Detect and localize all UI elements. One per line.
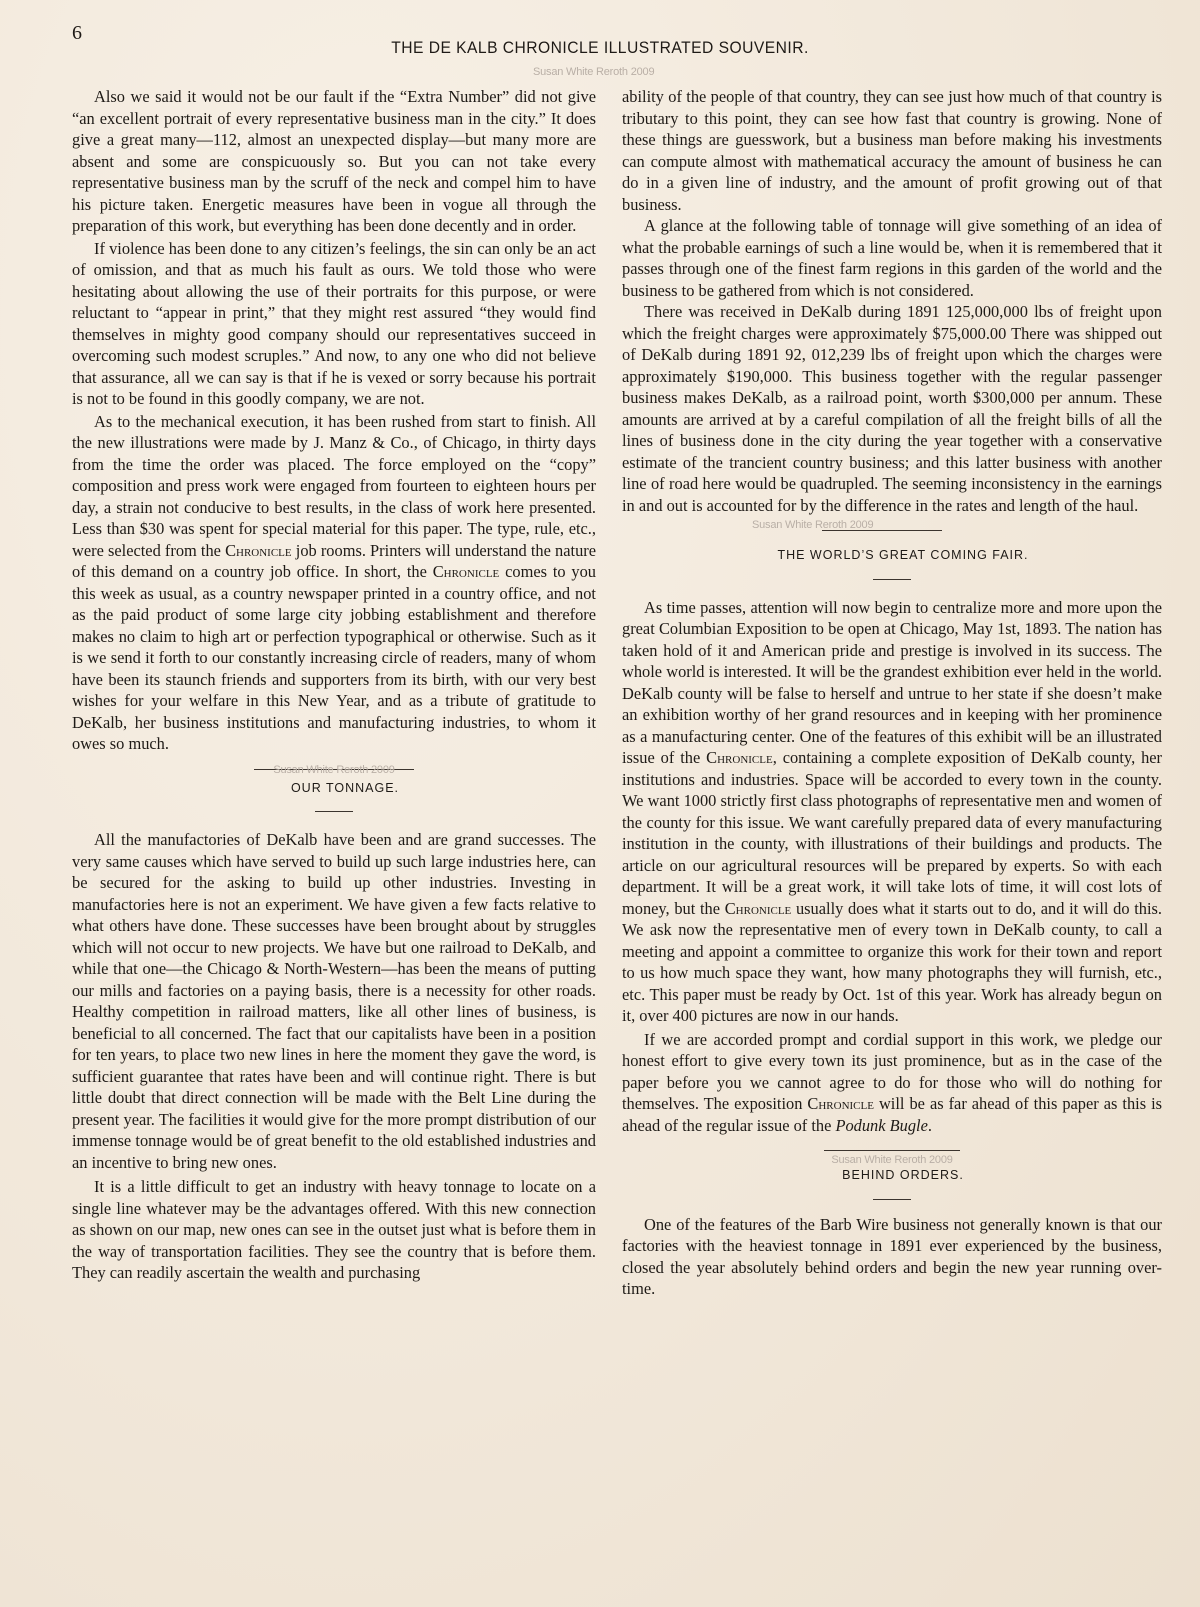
paragraph: ability of the people of that country, they can see just how much of that country is tributary to this point, they can see how fast that country is growing. None of these things are guesswork, but a business man before making his investments can compute almost with mathematical accuracy the amount of business he can do in a given line of industry, and the amount of profit growing out of that business.: [622, 87, 1162, 214]
text-run: If we are accorded prompt and cordial support in this work, we pledge our honest effort to give every town its just prominence, but as in the case of the paper before you we cannot agree to do for those who will do nothing for themselves. The exposition: [622, 1029, 1162, 1113]
section-title-worlds-fair: THE WORLD’S GREAT COMING FAIR.: [777, 548, 1029, 562]
text-run: job rooms. Printers will understand the nature of this demand on a country job office. In short, the: [72, 540, 596, 581]
paragraph: Also we said it would not be our fault if the “Extra Number” did not give “an excellent portrait of every representative business man in the city.” It does give a great many—112, almost an unexpected display—but many more are absent and some are conspicuously so. But you can not take every representative business man by the scruff of the neck and compel him to have his picture taken. Energetic measures have been in vogue all through the preparation of this work, but everything has been done decently and in order.: [72, 87, 596, 235]
text-run: will be as far ahead of this paper as this is ahead of the regular issue of the: [622, 1094, 1163, 1135]
text-run: comes to you this week as usual, as a country newspaper printed in a country office, and not as the paid product of some large city jobbing establishment and therefore makes no claim to high art or perfection typographical or otherwise. Such as it is we send it forth to our constantly increasing circle of readers, many of whom have been its staunch friends and supporters from its birth, with our very best wishes for your welfare in this New Year, and as a tribute of gratitude to DeKalb, her business institutions and manufacturing industries, to whom it owes so much.: [72, 562, 596, 753]
text-run: , containing a complete exposition of DeKalb county, her institutions and industries. Space will be accorded to every town in the county. We want 1000 strictly first class photographs of representative men and women of the county for this issue. We want carefully prepared data of every manufacturing institution in the county, with illustrations of their buildings and products. The article on our agricultural resources will be prepared by experts. So with each department. It will be a great work, it will take lots of time, it will cost lots of money, but the: [622, 748, 1162, 918]
paragraph: It is a little difficult to get an industry with heavy tonnage to locate on a single line whatever may be the advantages offered. With this new connection as shown on our map, new ones can see in the outset just what is before them in the way of transportation facilities. They see the country that is before them. They can readily ascertain the wealth and purchasing: [72, 1177, 596, 1282]
left-column: [72, 86, 596, 1284]
paragraph: [622, 597, 1162, 1027]
paragraph: One of the features of the Barb Wire business not generally known is that our factories with the heaviest tonnage in 1891 ever experienced by the business, closed the year absolutely behind orders and begin the new year running over-time.: [622, 1214, 1162, 1298]
paragraph: [622, 1029, 1162, 1137]
section-title-behind-orders: BEHIND ORDERS.: [842, 1168, 964, 1182]
publication-name: Chronicle: [807, 1094, 874, 1113]
right-column: [622, 86, 1162, 1300]
page-number: 6: [72, 22, 82, 44]
section-rule: [824, 1150, 960, 1151]
publication-name-italic: Podunk Bugle: [835, 1115, 928, 1135]
text-run: As to the mechanical execution, it has been rushed from start to finish. All the new illustrations were made by J. Manz & Co., of Chicago, in thirty days from the time the order was placed. The force employed on the “copy” composition and press work were engaged from fourteen to eighteen hours per day, a strain not conducive to best results, in the class of work here presented. Less than $30 was spent for special material for this paper. The type, rule, etc., were selected from the: [72, 411, 596, 560]
text-run: .: [927, 1115, 932, 1135]
watermark: Susan White Reroth 2009: [533, 66, 655, 78]
paragraph: If violence has been done to any citizen’s feelings, the sin can only be an act of omission, and that as much his fault as ours. We told those who were hesitating about allowing the use of their portraits for this purpose, or were reluctant to “appear in print,” that they might rest assured “they would find themselves in mighty good company should our representatives succeed in overcoming such modest scruples.” And now, to any one who did not believe that assurance, all we can say is that if he is vexed or sorry because his portrait is not to be found in this goodly company, we are not.: [72, 238, 596, 408]
running-head: THE DE KALB CHRONICLE ILLUSTRATED SOUVENIR.: [391, 38, 809, 57]
watermark: Susan White Reroth 2009: [752, 519, 874, 531]
paragraph: [72, 411, 596, 755]
paragraph: All the manufactories of DeKalb have been and are grand successes. The very same causes which have served to build up such large industries here, can be secured for the asking to build up other industries. Investing in manufactories here is not an experiment. We have given a few facts relative to what others have done. These successes have been brought about by struggles which will not occur to new projects. We have but one railroad to DeKalb, and while that one—the Chicago & North-Western—has been the means of putting our mills and factories on a paying basis, there is a necessity for other roads. Healthy competition in railroad matters, like all other lines of business, is beneficial to all concerned. The fact that our capitalists have been in a position for ten years, to place two new lines in here the moment they gave the word, is sufficient guarantee that rates have been and will continue right. There is but little doubt that direct connection will be made with the Belt Line during the present year. The facilities it would give for the more prompt distribution of our immense tonnage would be of great benefit to the old established industries and an incentive to bring new ones.: [72, 830, 596, 1172]
watermark: Susan White Reroth 2009: [831, 1154, 953, 1166]
paragraph: A glance at the following table of tonnage will give something of an idea of what the probable earnings of such a line would be, when it is remembered that it passes through one of the finest farm regions in this garden of the world and the business to be gathered from which is not considered.: [622, 216, 1162, 300]
text-run: As time passes, attention will now begin to centralize more and more upon the great Columbian Exposition to be open at Chicago, May 1st, 1893. The nation has taken hold of it and American pride and prestige is involved in its success. The whole world is interested. It will be the grandest exhibition ever held in the world. DeKalb county will be false to herself and untrue to her state if she doesn’t make an exhibition worthy of her grand resources and in keeping with her prominence as a manufacturing center. One of the features of this exhibit will be an illustrated issue of the: [622, 597, 1162, 767]
publication-name: Chronicle: [706, 748, 773, 767]
publication-name: Chronicle: [432, 562, 500, 581]
publication-name: Chronicle: [724, 898, 792, 918]
text-run: usually does what it starts out to do, and it will do this. We ask now the representative men of every town in DeKalb county, to call a meeting and appoint a committee to organize this work for their town and report to us how much space they want, how many photographs they will furnish, etc., etc. This paper must be ready by Oct. 1st of this year. Work has already begun on it, over 400 pictures are now in our hands.: [622, 898, 1163, 1025]
paragraph: There was received in DeKalb during 1891 125,000,000 lbs of freight upon which the freight charges were approximately $75,000.00 There was shipped out of DeKalb during 1891 92, 012,239 lbs of freight upon which the charges were approximately $190,000. This business together with the regular passenger business makes DeKalb, as a railroad point, worth $300,000 per annum. These amounts are arrived at by a careful compilation of all the freight bills of all the lines of business done in the city during the year together with a conservative estimate of the trancient country business; and this latter business with another line of road here would be quadrupled. The seeming inconsistency in the earnings in and out is accounted for by the difference in the rates and length of the haul.: [622, 302, 1162, 515]
publication-name: Chronicle: [225, 540, 292, 560]
section-title-our-tonnage: OUR TONNAGE.: [290, 780, 400, 795]
watermark: Susan White Reroth 2009: [273, 763, 395, 776]
